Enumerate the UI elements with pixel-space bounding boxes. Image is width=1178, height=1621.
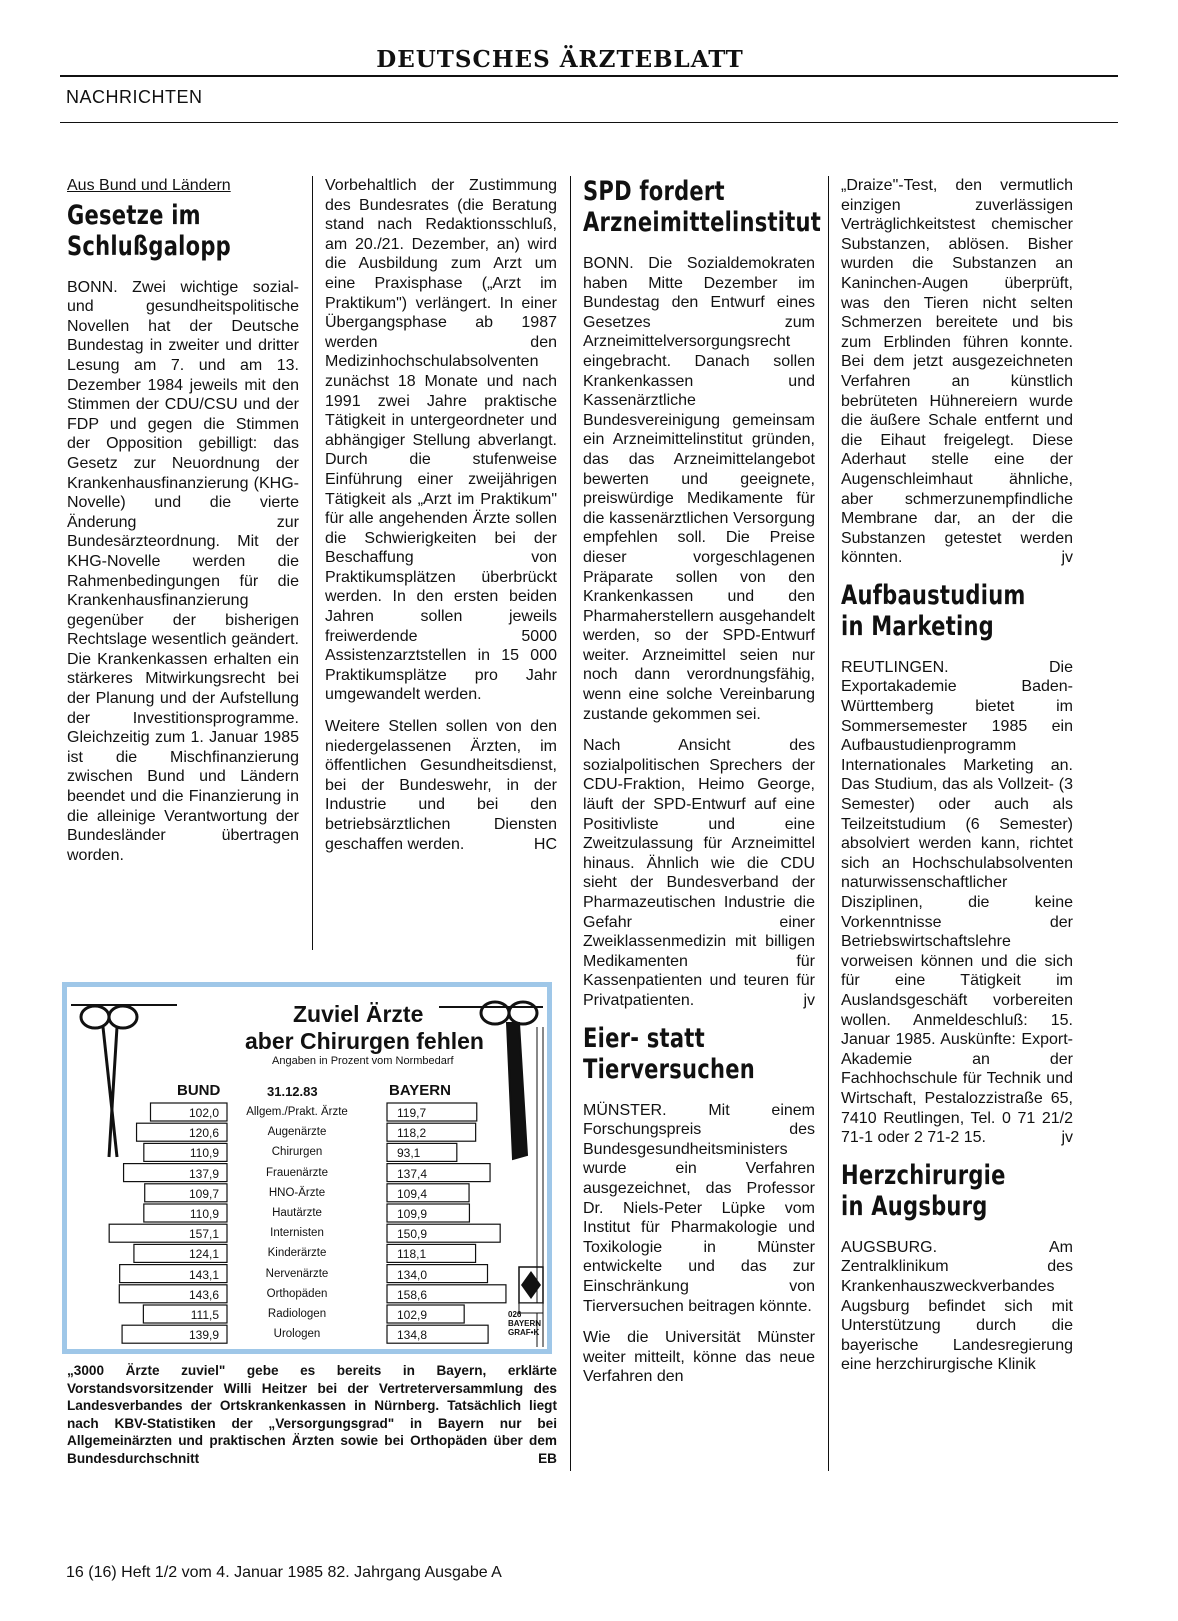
value-bayern: 118,1 (397, 1247, 427, 1262)
chart-row (67, 1143, 547, 1163)
value-bayern: 119,7 (397, 1106, 427, 1120)
column-divider (828, 176, 829, 1471)
article-gesetze (67, 176, 299, 877)
article-paragraph: Weitere Stellen sollen von den niedergelassenen Ärzten, im öffentlichen Gesundheitsdienst, bei der Bundeswehr, in der Industrie und bei den betriebsärztlichen Diensten geschaffen werden. HC (325, 718, 557, 853)
article-eier-continued (841, 176, 1073, 1387)
chart-row (67, 1164, 547, 1184)
value-bayern: 134,0 (397, 1267, 428, 1282)
value-bund: 102,0 (188, 1106, 219, 1120)
section-label: NACHRICHTEN (66, 87, 203, 107)
value-bayern: 134,8 (397, 1328, 428, 1343)
article-title: Herzchirurgie in Augsburg (841, 1159, 1006, 1222)
category-label: Frauenärzte (265, 1166, 328, 1179)
chart-row (67, 1285, 547, 1305)
section-rule (60, 122, 1118, 123)
article-gesetze-continued (325, 176, 557, 866)
chart-date: 31.12.83 (267, 1084, 318, 1099)
value-bayern: 118,2 (397, 1126, 427, 1141)
article-paragraph: Vorbehaltlich der Zustimmung des Bundesrates (die Beratung stand nach Redaktionsschluß, am 20./21. Dezember, an) wird die Ausbildung zum Arzt um eine Praxisphase („Arzt im Praktikum") verlängert. In einer Übergangsphase ab 1987 werden den Medizinhochschulabsolventen zunächst 18 Monate und nach 1991 zwei Jahre praktische Tätigkeit in untergeordneter und abhängiger Stellung abverlangt. Durch die stufenweise Einführung einer zweijährigen Tätigkeit als „Arzt im Praktikum" für alle angehenden Ärzte sollen die Schwierigkeiten bei der Beschaffung von Praktikumsplätzen überbrückt werden. In den ersten beiden Jahren sollen jeweils freiwerdende 5000 Assistenzarztstellen in 15 000 Praktikumsplätze pro Jahr umgewandelt werden. (325, 177, 557, 704)
article-paragraph: „Draize"-Test, den vermutlich einzigen zuverlässigen Verträglichkeitstest chemischer Substanzen, ablösen. Bisher wurden die Substanzen an Kaninchen-Augen überprüft, was den Tieren nicht selten Schmerzen bereitete und bis zum Erblinden führen konnte. Bei dem jetzt ausgezeichneten Verfahren an künstlich bebrüteten Hühnereiern wurde die äußere Schale entfernt und die Eihaut freigelegt. Diese Aderhaut stelle eine der Augenschleimhaut ähnliche, aber schmerzunempfindliche Membrane dar, an der die Substanzen getestet werden könnten. jv (841, 177, 1073, 567)
page-footer: 16 (16) Heft 1/2 vom 4. Januar 1985 82. Jahrgang Ausgabe A (66, 1564, 502, 1581)
author-signature: jv (1061, 1129, 1073, 1147)
masthead-rule (60, 75, 1118, 77)
column-divider (312, 176, 313, 950)
chart-row (67, 1224, 547, 1244)
article-paragraph: Nach Ansicht des sozialpolitischen Sprechers der CDU-Fraktion, Heimo George, läuft der SPD-Entwurf auf eine Positivliste und eine Zweitzulassung für Arzneimittel hinaus. Ähnlich wie die CDU sieht der Bundesverband der Pharmazeutischen Industrie die Gefahr einer Zweiklassenmedizin mit billigen Medikamenten für Kassenpatienten und teuren für Privatpatienten. jv (583, 737, 815, 1009)
value-bund: 124,1 (188, 1247, 219, 1262)
article-paragraph: MÜNSTER. Mit einem Forschungspreis des Bundesgesundheitsministers wurde ein Verfahren ausgezeichnet, das Professor Dr. Niels-Peter Lüpke vom Institut für Pharmakologie und Toxikologie in Münster entwickelte und das zur Einschränkung von Tierversuchen beitragen könnte. (583, 1101, 815, 1315)
category-label: Internisten (270, 1227, 324, 1240)
article-title: Eier- statt Tierversuchen (583, 1022, 755, 1085)
value-bayern: 93,1 (397, 1146, 421, 1161)
category-label: Kinderärzte (267, 1247, 327, 1260)
chart-row (67, 1265, 547, 1285)
legend-bund: BUND (177, 1082, 221, 1099)
kicker: Aus Bund und Ländern (67, 177, 231, 194)
chart-row (67, 1123, 547, 1143)
value-bund: 139,9 (188, 1328, 219, 1343)
chart-title: Zuviel Ärzte (293, 1001, 424, 1027)
chart-title-line2: aber Chirurgen fehlen (245, 1028, 484, 1054)
category-label: HNO-Ärzte (268, 1186, 326, 1199)
category-label: Augenärzte (267, 1126, 327, 1139)
article-paragraph: Wie die Universität Münster weiter mitteilt, könne das neue Verfahren den (583, 1329, 815, 1386)
column-divider (570, 176, 571, 1471)
article-spd (583, 176, 822, 1399)
chart-row (67, 1103, 547, 1123)
chart-subtitle: Angaben in Prozent vom Normbedarf (272, 1055, 454, 1067)
value-bund: 109,7 (188, 1186, 219, 1201)
chart-row (67, 1325, 547, 1345)
legend-bayern: BAYERN (389, 1082, 451, 1099)
value-bayern: 109,9 (397, 1207, 428, 1221)
category-label: Nervenärzte (265, 1267, 329, 1280)
value-bayern: 150,9 (397, 1227, 428, 1242)
chart-row (67, 1244, 547, 1264)
article-paragraph: BONN. Die Sozialdemokraten haben Mitte Dezember im Bundestag den Entwurf eines Gesetzes zum Arzneimittelversorgungsrecht eingebracht. Danach sollen Krankenkassen und Kassenärztliche Bundesvereinigung gemeinsam ein Arzneimittelinstitut gründen, das das Arzneimittelangebot bewerten und geeignete, preiswürdige Medikamente für die kassenärztlichen Versorgung empfehlen soll. Die Preise dieser vorgeschlagenen Präparate sollen von den Krankenkassen und den Pharmaherstellern ausgehandelt werden, so der SPD-Entwurf weiter. Arzneimittel seien nur noch dann verordnungsfähig, wenn eine solche Vereinbarung zustande gekommen sei. (583, 255, 815, 723)
chart-caption: „3000 Ärzte zuviel" gebe es bereits in Bayern, erklärte Vorstandsvorsitzender Willi Heitzer bei der Vertreterversammlung des Landesverbandes der Ortskrankenkassen in Nürnberg. Tatsächlich liegt nach KBV-Statistiken der „Versorgungsgrad" in Bayern nur bei Allgemeinärzten und praktischen Ärzten sowie bei Orthopäden über dem Bundesdurchschnitt EB (67, 1363, 557, 1466)
infobox-chart (62, 982, 552, 1354)
value-bund: 120,6 (188, 1126, 219, 1141)
value-bund: 157,1 (188, 1227, 219, 1242)
value-bund: 143,1 (188, 1267, 219, 1282)
article-title: Aufbaustudium in Marketing (841, 579, 1026, 642)
value-bund: 110,9 (189, 1207, 219, 1221)
category-label: Allgem./Prakt. Ärzte (246, 1106, 348, 1118)
author-signature: jv (803, 991, 815, 1009)
author-signature: jv (1061, 549, 1073, 567)
value-bund: 143,6 (188, 1287, 219, 1302)
category-label: Orthopäden (266, 1287, 328, 1300)
author-signature: EB (538, 1450, 557, 1466)
value-bund: 137,9 (188, 1166, 219, 1181)
author-signature: HC (533, 835, 557, 853)
chart-row (67, 1184, 547, 1204)
chart-row (67, 1204, 547, 1224)
value-bund: 110,9 (189, 1146, 219, 1161)
article-title: Gesetze im Schlußgalopp (67, 199, 231, 262)
article-title: SPD fordert Arzneimittelinstitut (583, 176, 822, 238)
value-bayern: 102,9 (397, 1308, 428, 1322)
masthead: DEUTSCHES ÄRZTEBLATT (376, 46, 744, 73)
category-label: Urologen (273, 1328, 321, 1341)
category-label: Chirurgen (271, 1146, 323, 1159)
infobox-inner (67, 987, 547, 1349)
value-bayern: 137,4 (397, 1166, 428, 1181)
article-paragraph: REUTLINGEN. Die Exportakademie Baden-Württemberg bietet im Sommersemester 1985 ein Aufbaustudienprogramm Internationales Marketing an. Das Studium, das als Vollzeit- (3 Semester) oder auch als Teilzeitstudium (6 Semester) absolviert werden kann, richtet sich an Hochschulabsolventen naturwissenschaftlicher Disziplinen, die keine Vorkenntnisse der Betriebswirtschaftslehre vorweisen können und die sich für eine Tätigkeit im Auslandsgeschäft vorbereiten wollen. Anmeldeschluß: 15. Januar 1985. Auskünfte: Export-Akademie an der Fachhochschule für Technik und Wirtschaft, Pestalozzistraße 65, 7410 Reutlingen, Tel. 0 71 21/2 71-1 oder 2 71-2 15. jv (841, 658, 1073, 1147)
category-label: Radiologen (267, 1308, 327, 1320)
logo-label: 026 BAYERN GRAF•K (508, 1310, 542, 1337)
chart-row (67, 1305, 547, 1325)
article-paragraph: BONN. Zwei wichtige sozial- und gesundheitspolitische Novellen hat der Deutsche Bundestag in zweiter und dritter Lesung am 7. und am 13. Dezember 1984 jeweils mit den Stimmen der CDU/CSU und der FDP und gegen die Stimmen der Opposition gebilligt: das Gesetz zur Neuordnung der Krankenhausfinanzierung (KHG-Novelle) und die vierte Änderung zur Bundesärzteordnung. Mit der KHG-Novelle werden die Rahmenbedingungen für die Krankenhausfinanzierung gegenüber der bisherigen Rechtslage wesentlich geändert. Die Krankenkassen erhalten ein stärkeres Mitwirkungsrecht bei der Planung und der Aufstellung der Investitionsprogramme. Gleichzeitig zum 1. Januar 1985 ist die Mischfinanzierung zwischen Bund und Ländern beendet und die Finanzierung in die alleinige Verantwortung der Bundesländer übertragen worden. (67, 278, 299, 864)
value-bayern: 158,6 (397, 1287, 428, 1302)
value-bayern: 109,4 (397, 1186, 428, 1201)
article-paragraph: AUGSBURG. Am Zentralklinikum des Krankenhauszweckverbandes Augsburg befindet sich mit Unterstützung durch die bayerische Landesregierung eine herzchirurgische Klinik (841, 1238, 1073, 1374)
category-label: Hautärzte (272, 1207, 322, 1219)
value-bund: 111,5 (190, 1308, 219, 1322)
